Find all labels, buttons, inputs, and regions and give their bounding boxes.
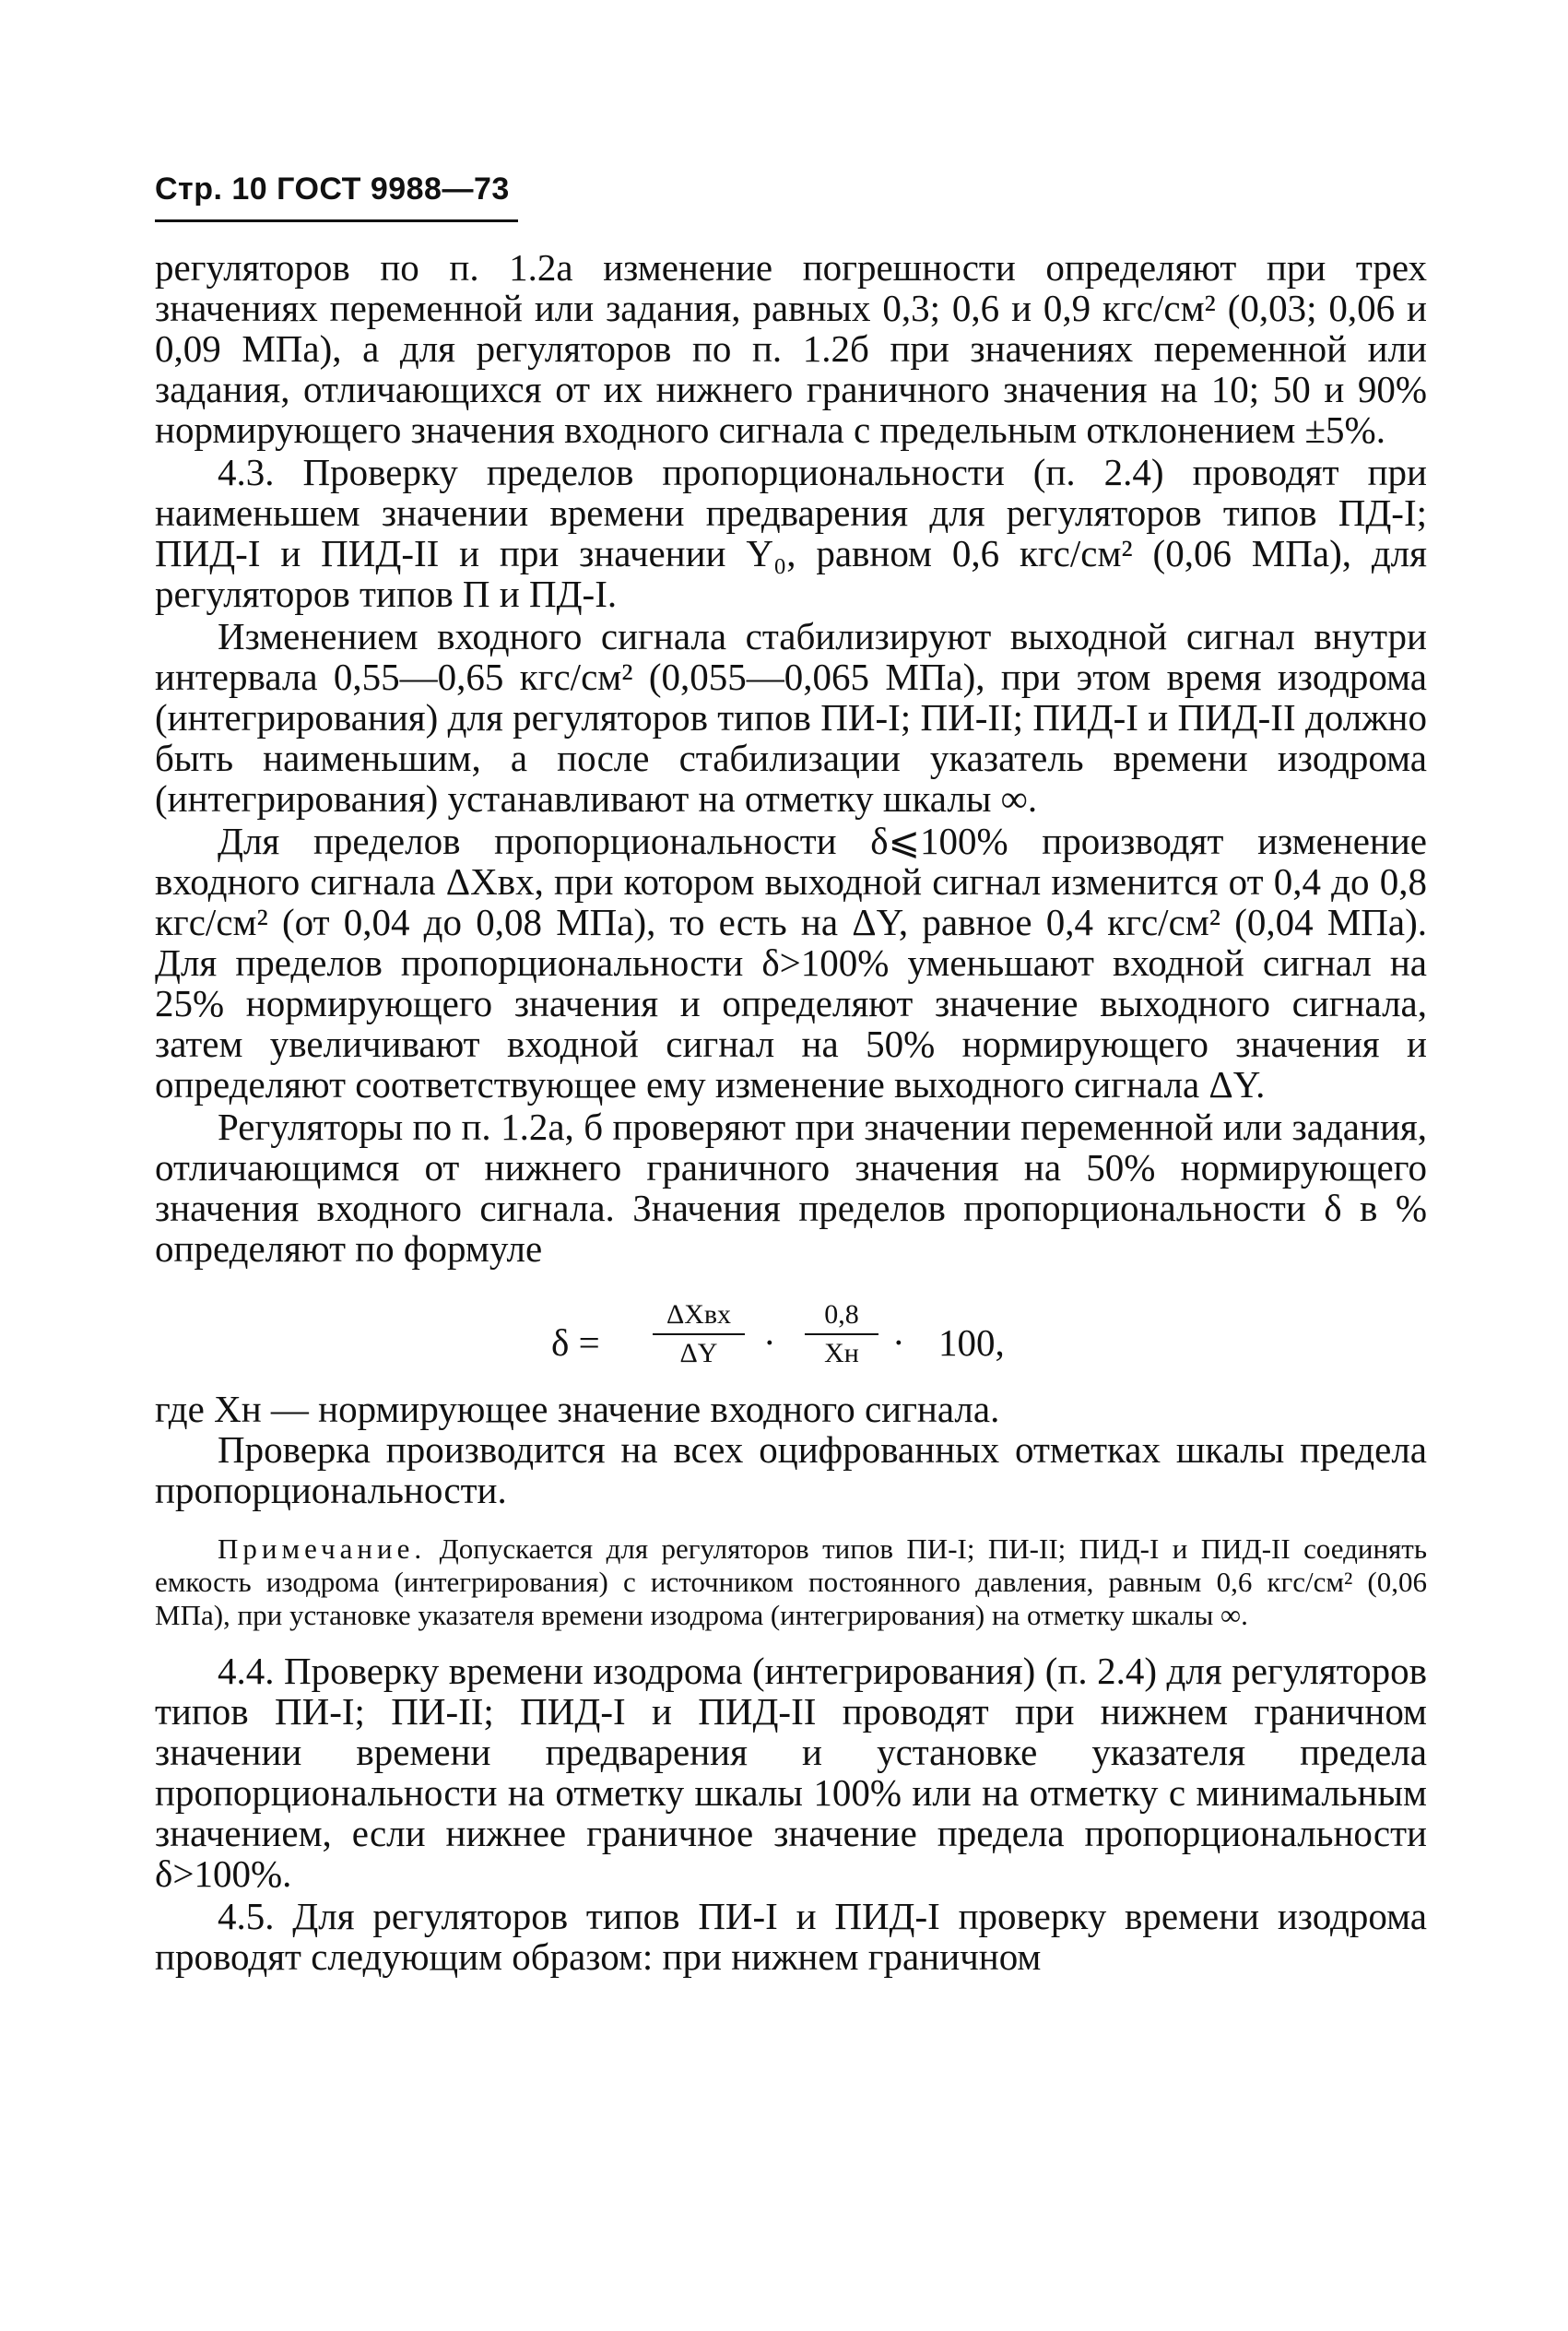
note-text: Допускается для регуляторов типов ПИ-I; ПИ-II; ПИД-I и ПИД-II соединять емкость изодрома (интегрирования) с источником постоянного давления, равным 0,6 кгс/см² (0,06 МПа), при установке указателя времени изодрома (интегрирования) на отметку шкалы ∞.	[155, 1532, 1427, 1631]
formula-dot-2: ·	[892, 1321, 905, 1364]
formula-fraction-2	[805, 1298, 878, 1370]
formula-dot-1: ·	[763, 1321, 776, 1364]
paragraph-4-4: 4.4. Проверку времени изодрома (интегрирования) (п. 2.4) для регуляторов типов ПИ-I; ПИ-II; ПИД-I и ПИД-II проводят при нижнем граничном значении времени предварения и установке указателя предела пропорциональности на отметку шкалы 100% или на отметку с минимальным значением, если нижнее граничное значение предела пропорциональности δ>100%.	[155, 1650, 1427, 1895]
formula-frac1-denominator: ΔY	[679, 1338, 718, 1368]
document-body	[155, 247, 1427, 1977]
formula-tail: 100,	[938, 1321, 1005, 1364]
formula-frac2-bar	[805, 1333, 878, 1335]
header-rule	[155, 219, 518, 222]
page-header: Стр. 10 ГОСТ 9988—73	[155, 172, 510, 207]
paragraph-continuation: регуляторов по п. 1.2а изменение погрешности определяют при трех значениях переменной или задания, равных 0,3; 0,6 и 0,9 кгс/см² (0,03; 0,06 и 0,09 МПа), а для регуляторов по п. 1.2б при значениях переменной или задания, отличающихся от их нижнего граничного значения на 10; 50 и 90% нормирующего значения входного сигнала с предельным отклонением ±5%.	[155, 246, 1427, 451]
paragraph-where: где Xн — нормирующее значение входного сигнала.	[155, 1388, 1000, 1430]
formula	[155, 1285, 1427, 1389]
formula-lhs: δ =	[551, 1321, 600, 1364]
paragraph-regulators-check: Регуляторы по п. 1.2а, б проверяют при значении переменной или задания, отличающимся от нижнего граничного значения на 50% нормирующего значения входного сигнала. Значения пределов пропорциональности δ в % определяют по формуле	[155, 1106, 1427, 1270]
formula-frac2-numerator: 0,8	[824, 1299, 859, 1330]
paragraph-4-5: 4.5. Для регуляторов типов ПИ-I и ПИД-I проверку времени изодрома проводят следующим образом: при нижнем граничном	[155, 1895, 1427, 1978]
formula-frac2-denominator: Xн	[824, 1338, 859, 1368]
note-label: Примечание.	[218, 1532, 427, 1565]
note	[155, 1532, 1427, 1632]
formula-frac1-numerator: ΔXвх	[666, 1299, 732, 1330]
formula-fraction-1	[653, 1298, 745, 1370]
paragraph-limits: Для пределов пропорциональности δ⩽100% производят изменение входного сигнала ΔXвх, при котором выходной сигнал изменится от 0,4 до 0,8 кгс/см² (от 0,04 до 0,08 МПа), то есть на ΔY, равное 0,4 кгс/см² (0,04 МПа). Для пределов пропорциональности δ>100% уменьшают входной сигнал на 25% нормирующего значения и определяют значение выходного сигнала, затем увеличивают входной сигнал на 50% нормирующего значения и определяют соответствующее ему изменение выходного сигнала ΔY.	[155, 820, 1427, 1106]
paragraph-stabilization: Изменением входного сигнала стабилизируют выходной сигнал внутри интервала 0,55—0,65 кгс/см² (0,055—0,065 МПа), при этом время изодрома (интегрирования) для регуляторов типов ПИ-I; ПИ-II; ПИД-I и ПИД-II должно быть наименьшим, а после стабилизации указатель времени изодрома (интегрирования) устанавливают на отметку шкалы ∞.	[155, 615, 1427, 820]
paragraph-4-3: 4.3. Проверку пределов пропорциональности (п. 2.4) проводят при наименьшем значении времени предварения для регуляторов типов ПД-I; ПИД-I и ПИД-II и при значении Y₀, равном 0,6 кгс/см² (0,06 МПа), для регуляторов типов П и ПД-I.	[155, 451, 1427, 615]
paragraph-check-scale: Проверка производится на всех оцифрованных отметках шкалы предела пропорциональности.	[155, 1428, 1427, 1511]
formula-frac1-bar	[653, 1333, 745, 1335]
